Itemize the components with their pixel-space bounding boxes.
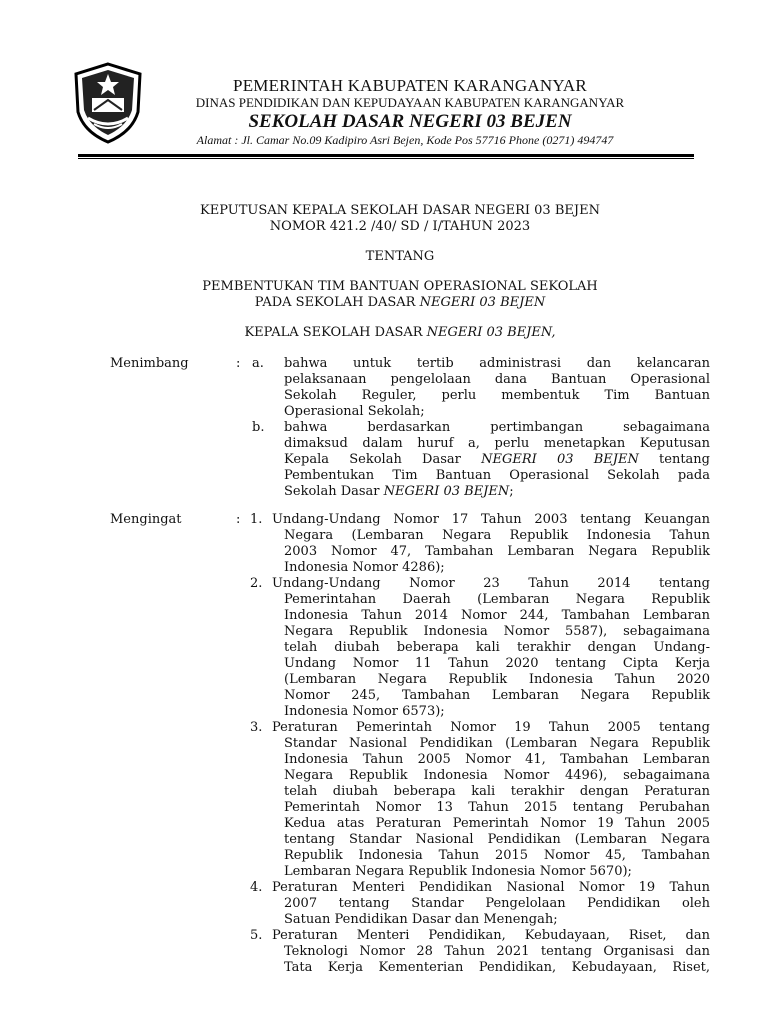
mengingat-2-text: Undang-Undang Nomor 23 Tahun 2014 tentang Pemerintahan Daerah (Lembaran Negara Republik Indonesia Tahun 2014 Nomor 244, Tambahan Lembaran Negara Republik Indonesia Nomor 5587), sebagaimana telah diubah beberapa kali terakhir dengan Undang- Undang Nomor 11 Tahun 2020 tentang Cipta Kerja (Lembaran Negara Republik Indonesia Tahun 2020 Nomor 245, Tambahan Lembaran Negara Republik Indonesia Nomor 6573); <box>272 576 710 719</box>
regency-emblem-icon <box>72 62 144 144</box>
menimbang-b-text: bahwa berdasarkan pertimbangan sebagaimana dimaksud dalam huruf a, perlu menetapkan Keputusan Kepala Sekolah Dasar NEGERI 03 BEJEN tentang Pembentukan Tim Bantuan Operasional Sekolah pada Sekolah Dasar NEGERI 03 BEJEN; <box>284 420 711 499</box>
decree-number: NOMOR 421.2 /40/ SD / I/TAHUN 2023 <box>269 219 531 234</box>
mengingat-3-text: Peraturan Pemerintah Nomor 19 Tahun 2005 tentang Standar Nasional Pendidikan (Lembaran Negara Republik Indonesia Tahun 2005 Nomor 41, Tambahan Lembaran Negara Republik Indonesia Nomor 4496), sebagaimana telah diubah beberapa kali terakhir dengan Peraturan Pemerintah Nomor 13 Tahun 2015 tentang Perubahan Kedua atas Peraturan Pemerintah Nomor 19 Tahun 2005 tentang Standar Nasional Pendidikan (Lembaran Negara Republik Indonesia Tahun 2015 Nomor 45, Tambahan Lembaran Negara Republik Indonesia Nomor 5670); <box>272 720 710 879</box>
mengingat-5-marker: 5. <box>250 928 263 943</box>
menimbang-a-text: bahwa untuk tertib administrasi dan kelancaran pelaksanaan pengelolaan dana Bantuan Operasional Sekolah Reguler, perlu membentuk Tim Bantuan Operasional Sekolah; <box>284 356 710 419</box>
letterhead-address: Alamat : Jl. Camar No.09 Kadipiro Asri Bejen, Kode Pos 57716 Phone (0271) 494747 <box>196 133 614 147</box>
mengingat-4-marker: 4. <box>250 880 263 895</box>
mengingat-1-text: Undang-Undang Nomor 17 Tahun 2003 tentang Keuangan Negara (Lembaran Negara Republik Indonesia Tahun 2003 Nomor 47, Tambahan Lembaran Negara Republik Indonesia Nomor 4286); <box>272 512 710 575</box>
about-heading: TENTANG <box>365 249 435 264</box>
subject-line-1: PEMBENTUKAN TIM BANTUAN OPERASIONAL SEKOLAH <box>202 279 598 294</box>
letterhead-school-name: SEKOLAH DASAR NEGERI 03 BEJEN <box>248 111 572 132</box>
mengingat-1-marker: 1. <box>250 512 263 527</box>
decree-title: KEPUTUSAN KEPALA SEKOLAH DASAR NEGERI 03 BEJEN <box>200 203 600 218</box>
mengingat-2-marker: 2. <box>250 576 263 591</box>
mengingat-colon: : <box>236 512 241 527</box>
menimbang-colon: : <box>236 356 241 371</box>
letterhead-department: DINAS PENDIDIKAN DAN KEPUDAYAAN KABUPATEN KARANGANYAR <box>195 95 625 110</box>
mengingat-5-text: Peraturan Menteri Pendidikan, Kebudayaan, Riset, dan Teknologi Nomor 28 Tahun 2021 tentang Organisasi dan Tata Kerja Kementerian Pendidikan, Kebudayaan, Riset, <box>272 928 710 975</box>
mengingat-3-marker: 3. <box>250 720 263 735</box>
menimbang-b-marker: b. <box>252 420 265 435</box>
mengingat-4-text: Peraturan Menteri Pendidikan Nasional Nomor 19 Tahun 2007 tentang Standar Pengelolaan Pendidikan oleh Satuan Pendidikan Dasar dan Menengah; <box>272 880 710 927</box>
subject-line-2: PADA SEKOLAH DASAR NEGERI 03 BEJEN <box>254 295 546 310</box>
head-of-school-heading: KEPALA SEKOLAH DASAR NEGERI 03 BEJEN, <box>244 325 556 340</box>
letterhead-government: PEMERINTAH KABUPATEN KARANGANYAR <box>233 76 587 95</box>
letterhead-rule-thin <box>78 158 694 159</box>
letterhead-rule-thick <box>78 154 694 157</box>
menimbang-label: Menimbang <box>110 356 189 371</box>
menimbang-a-marker: a. <box>252 356 264 371</box>
mengingat-label: Mengingat <box>110 512 182 527</box>
